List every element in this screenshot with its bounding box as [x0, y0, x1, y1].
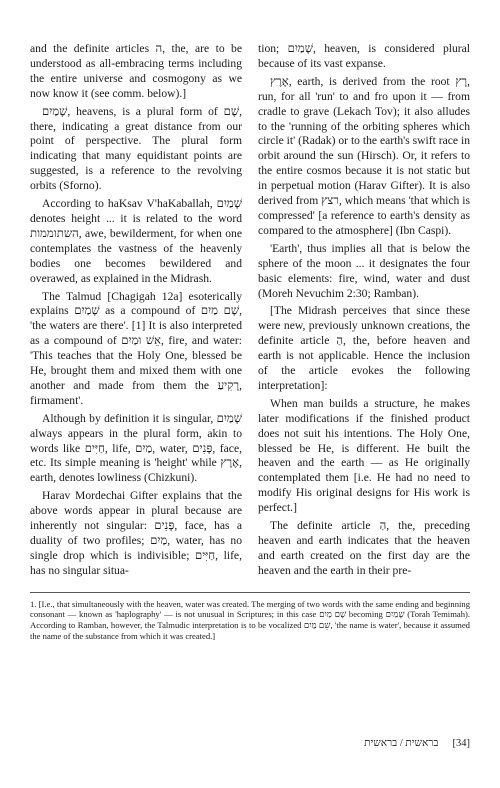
paragraph: tion; שָׁמַיִם, heaven, is considered plural because of its vast expanse.	[258, 42, 470, 70]
footnote-rule	[30, 592, 470, 593]
paragraph: and the definite articles ה, the, are to be understood as all-embracing terms including the entire universe and cosmogony as we now know it (see comm. below).]	[30, 42, 242, 100]
footnote	[30, 599, 470, 641]
paragraph: When man builds a structure, he makes later modifications if the finished product does not suit his intentions. The Holy One, blessed be He, is different. He built the heaven and the earth — as He originally contemplated them [i.e. He had no need to modify His original designs for His work is perfect.]	[258, 396, 470, 515]
paragraph: According to haKsav V'haKaballah, שָׁמַיִם denotes height ... it is related to the word השתוממות, awe, bewilderment, for when one contemplates the vastness of the heavenly bodies one becomes bewildered and overawed, as explained in the Midrash.	[30, 197, 242, 285]
paragraph: [The Midrash perceives that since these were new, previously unknown creations, the definite article הַ, the, before heaven and earth is not applicable. Hence the inclusion of the article evokes the following interpretation]:	[258, 304, 470, 392]
paragraph: שָׁמַיִם, heavens, is a plural form of שָׁם, there, indicating a great distance from our point of perspective. The plural form indicating that many equidistant points are suggested, is a reference to the revolving orbits (Sforno).	[30, 104, 242, 193]
paragraph: 'Earth', thus implies all that is below the sphere of the moon ... it designates the four basic elements: fire, wind, water and dust (Moreh Nevuchim 2:30; Ramban).	[258, 241, 470, 300]
left-column	[30, 42, 242, 582]
paragraph: Although by definition it is singular, שָׁמַיִם always appears in the plural form, akin to words like חַיִּים, life, מַיִם, water, פָּנִים, face, etc. Its simple meaning is 'height' while אֶרֶץ, earth, denotes lowliness (Chizkuni).	[30, 411, 242, 485]
footnote-text: 1. [I.e., that simultaneously with the heaven, water was created. The merging of two words with the same ending and beginning consonant — known as 'haplography' — is not unusual in Scriptures; in this case שָׁם מַיִם becoming שָׁמַיִם (Torah Temimah). According to Ramban, however, the Talmudic interpretation is to be vocalized שֵׁם מַיִם, 'the name is water', because it assumed the name of the substance from which it was created.]	[30, 598, 470, 641]
running-title: בראשית / בראשית	[364, 738, 439, 749]
page-number: [34]	[452, 738, 470, 749]
page-footer	[364, 738, 470, 749]
paragraph: Harav Mordechai Gifter explains that the above words appear in plural because are inherently not singular: פָּנִים, face, has a duality of two profiles; מַיִם, water, has no single drop which is indivisible; חַיִּים, life, has no singular situa-	[30, 489, 242, 577]
text-columns	[30, 42, 470, 582]
paragraph: The Talmud [Chagigah 12a] esoterically explains שָׁמַיִם as a compound of שָׁם מַיִם, 'the waters are there'. [1] It is also interpreted as a compound of אֵשׁ וּמַיִם, fire, and water: 'This teaches that the Holy One, blessed be He, brought them and mixed them with one another and made from them the רָקִיעַ, firmament'.	[30, 289, 242, 407]
page	[30, 42, 470, 641]
paragraph: The definite article הַ, the, preceding heaven and earth indicates that the heaven and earth created on the first day are the heaven and the earth in their pre-	[258, 519, 471, 577]
right-column	[258, 42, 470, 582]
paragraph: אֶרֶץ, earth, is derived from the root רָץ, run, for all 'run' to and fro upon it — from cradle to grave (Lekach Tov); it also alludes to the 'running of the orbiting spheres which circle it' (Radak) or to the earth's swift race in orbit around the sun (Hirsch). Or, it refers to the entire cosmos because it is not static but in perpetual motion (Harav Gifter). It is also derived from רצץ, which means 'that which is compressed' [a reference to earth's density as compared to the atmosphere] (Ibn Caspi).	[258, 74, 470, 237]
